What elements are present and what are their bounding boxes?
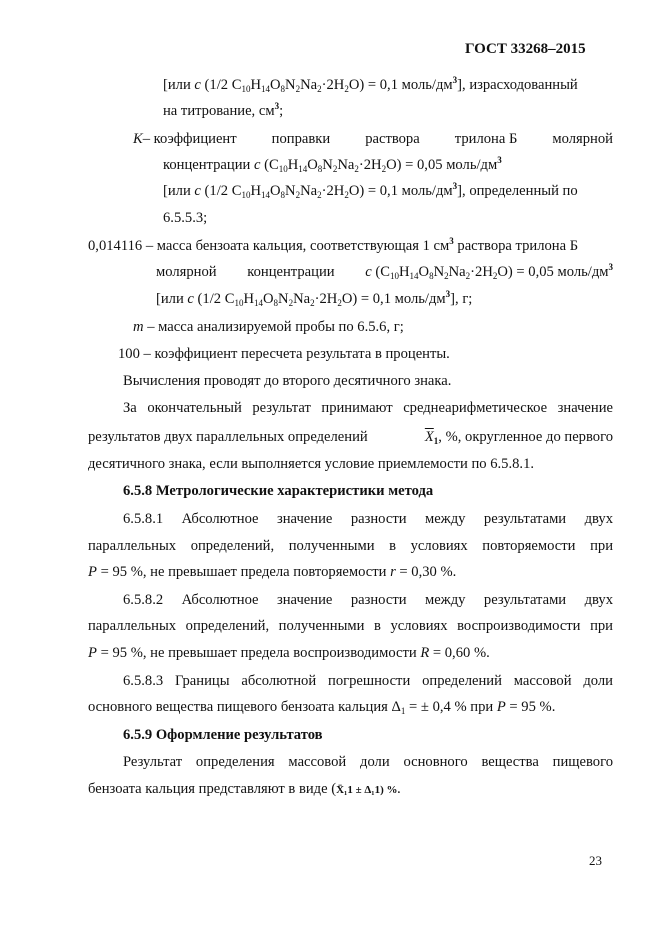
sample-mass-line: m – масса анализируемой пробы по 6.5.6, г;	[133, 319, 404, 335]
section-658-title: 6.5.8 Метрологические характеристики метода	[123, 483, 434, 499]
k-alt-concentration-line: [или c (1/2 $C_{10}H_{14}O_8N_2Na_2\cdot 2H_2O) = 0,1$ моль/$дм^3$], определенный по	[163, 181, 578, 200]
p6581-line-1: 6.5.8.1 Абсолютное значение разности между результатами двух	[123, 511, 613, 527]
result-formula: X̄₁1 ± Δ₁1) %.	[336, 784, 401, 796]
percent-factor-line: 100 – коэффициент пересчета результата в проценты.	[118, 346, 450, 362]
k-coefficient-line: K– коэффициент поправки раствора трилона Б молярной	[133, 131, 613, 147]
formula-line-1: [или c (1/2 $C_{10}H_{14}O_8N_2Na_2\cdot 2H_2O) = 0,1$ моль/$дм^3$], израсходованный	[163, 75, 578, 94]
formula-line-2: на титрование, $см^3$;	[163, 101, 284, 119]
mass-factor-concentration-line: молярной концентрации c $(C_{10}H_{14}O_8N_2Na_2\cdot 2H_2O) = 0,05$ моль/$дм^3$	[156, 262, 613, 281]
page-number: 23	[589, 853, 602, 868]
p6581-line-2: параллельных определений, полученными в условиях повторяемости при	[88, 538, 613, 554]
p659-line-1: Результат определения массовой доли основного вещества пищевого	[123, 754, 613, 770]
p6581-line-3: P = 95 %, не превышает предела повторяемости r = 0,30 %.	[88, 564, 457, 580]
p6583-line-1: 6.5.8.3 Границы абсолютной погрешности определений массовой доли	[123, 673, 613, 689]
mass-factor-alt-line: [или c (1/2 $C_{10}H_{14}O_8N_2Na_2\cdot 2H_2O) = 0,1$ моль/$дм^3$], г;	[156, 289, 473, 308]
k-reference-line: 6.5.5.3;	[163, 210, 208, 226]
calc-precision-line: Вычисления проводят до второго десятичного знака.	[123, 373, 452, 389]
mass-factor-line: 0,014116 – масса бензоата кальция, соответствующая 1 $см^3$ раствора трилона Б	[88, 236, 579, 254]
final-result-line-1: За окончательный результат принимают среднеарифметическое значение	[123, 400, 613, 416]
p6582-line-2: параллельных определений, полученными в условиях воспроизводимости при	[88, 618, 613, 634]
standard-header: ГОСТ 33268–2015	[465, 41, 586, 57]
p6582-line-1: 6.5.8.2 Абсолютное значение разности между результатами двух	[123, 592, 613, 608]
p6583-line-2: основного вещества пищевого бензоата кальция $\Delta_1$ = ± 0,4 % при P = 95 %.	[88, 699, 556, 716]
p659-line-2: бензоата кальция представляют в виде (X̄₁1 ± Δ₁1) %.	[88, 781, 401, 797]
p6582-line-3: P = 95 %, не превышает предела воспроизводимости R = 0,60 %.	[88, 645, 490, 661]
section-659-title: 6.5.9 Оформление результатов	[123, 727, 323, 743]
final-result-line-3: десятичного знака, если выполняется условие приемлемости по 6.5.8.1.	[88, 456, 535, 472]
final-result-line-2: результатов двух параллельных определений $\overline{X}_1$, %, округленное до первого	[88, 429, 613, 446]
k-concentration-line: концентрации c $(C_{10}H_{14}O_8N_2Na_2\cdot 2H_2O) = 0,05$ моль/$дм^3$	[163, 155, 502, 174]
